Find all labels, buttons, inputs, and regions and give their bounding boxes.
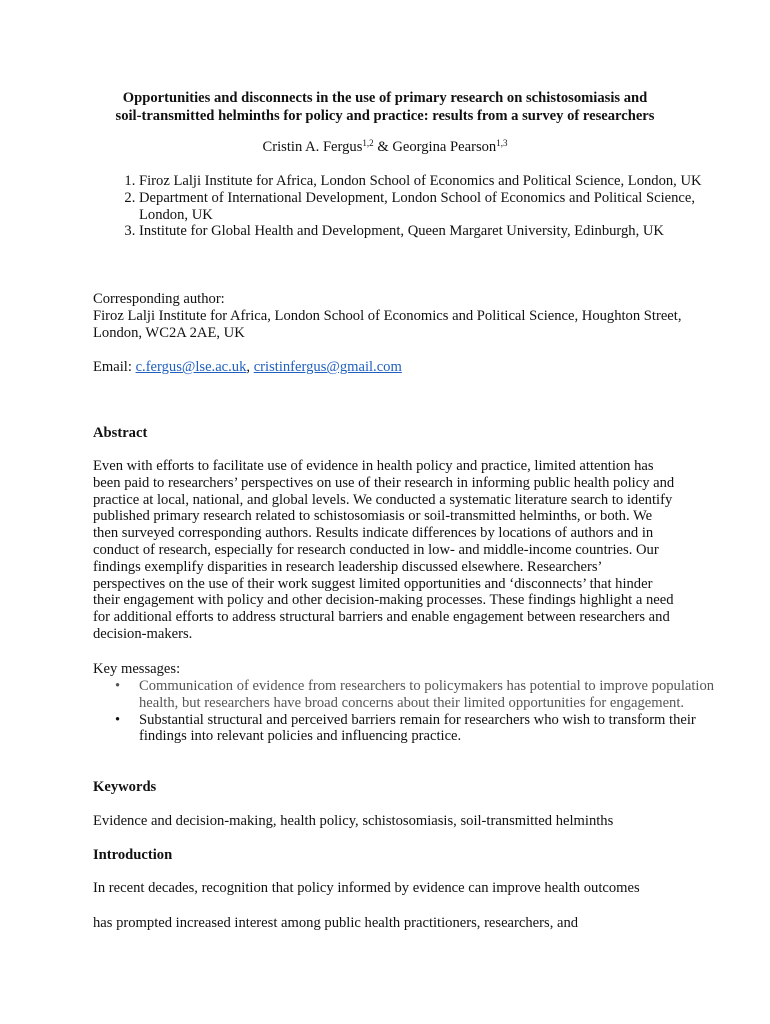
keywords-text: Evidence and decision-making, health policy, schistosomiasis, soil-transmitted helminths — [93, 813, 614, 829]
key-message-item — [115, 711, 739, 746]
email-link-secondary[interactable]: cristinfergus@gmail.com — [253, 359, 402, 375]
author-separator: & — [373, 139, 393, 155]
affiliation-item: 1. Firoz Lalji Institute for Africa, London School of Economics and Political Science, London, UK — [139, 173, 739, 190]
corresponding-author-block — [93, 291, 693, 341]
corresponding-author-address: Firoz Lalji Institute for Africa, London School of Economics and Political Science, Houghton Street, London, WC2A 2AE, UK — [93, 307, 682, 341]
key-message-text: Communication of evidence from researchers to policymakers has potential to improve population health, but researchers have broad concerns about their limited opportunities for engagement. — [139, 678, 715, 711]
email-label: Email: — [93, 359, 136, 375]
email-separator: , — [246, 359, 254, 375]
introduction-heading: Introduction — [93, 847, 173, 863]
author-affiliation-marker: 1,2 — [362, 138, 374, 148]
introduction-line-2: has prompted increased interest among public health practitioners, researchers, and — [93, 915, 579, 931]
title-line-2: soil-transmitted helminths for policy and practice: results from a survey of researchers — [115, 108, 655, 124]
affiliation-list — [93, 173, 739, 240]
abstract-text: Even with efforts to facilitate use of evidence in health policy and practice, limited attention has been paid to researchers’ perspectives on use of their research in informing public health policy and practice at local, national, and global levels. We conducted a systematic literature search to identify published primary research related to schistosomiasis or soil-transmitted helminths, or both. We then surveyed corresponding authors. Results indicate differences by locations of authors and in conduct of research, especially for research conducted in low- and middle-income countries. Our findings exemplify disparities in research leadership discussed elsewhere. Researchers’ perspectives on the use of their work suggest limited opportunities and ‘disconnects’ that hinder their engagement with policy and other decision-making processes. These findings highlight a need for additional efforts to address structural barriers and enable engagement between researchers and decision-makers. — [93, 458, 675, 642]
author-line — [60, 138, 710, 156]
paper-title — [60, 89, 710, 125]
email-line — [93, 358, 693, 376]
author-name: Georgina Pearson — [392, 139, 497, 155]
abstract-heading: Abstract — [93, 425, 148, 441]
email-link-primary[interactable]: c.fergus@lse.ac.uk — [135, 359, 247, 375]
affiliation-item: 3. Institute for Global Health and Development, Queen Margaret University, Edinburgh, UK — [139, 223, 739, 240]
key-messages-list — [93, 678, 739, 745]
title-line-1: Opportunities and disconnects in the use of primary research on schistosomiasis and — [122, 90, 648, 106]
affiliation-item: 2. Department of International Development, London School of Economics and Political Science, London, UK — [139, 190, 739, 224]
corresponding-author-label: Corresponding author: — [93, 291, 225, 307]
author-affiliation-marker: 1,3 — [496, 138, 508, 148]
key-messages-label: Key messages: — [93, 661, 181, 677]
introduction-line-1: In recent decades, recognition that policy informed by evidence can improve health outcomes — [93, 880, 640, 896]
bullet-icon: • — [115, 711, 121, 728]
bullet-icon: • — [115, 678, 121, 694]
author-name: Cristin A. Fergus — [262, 139, 363, 155]
key-message-item — [115, 678, 739, 712]
keywords-heading: Keywords — [93, 779, 157, 795]
key-message-text: Substantial structural and perceived barriers remain for researchers who wish to transform their findings into relevant policies and influencing practice. — [139, 711, 696, 745]
